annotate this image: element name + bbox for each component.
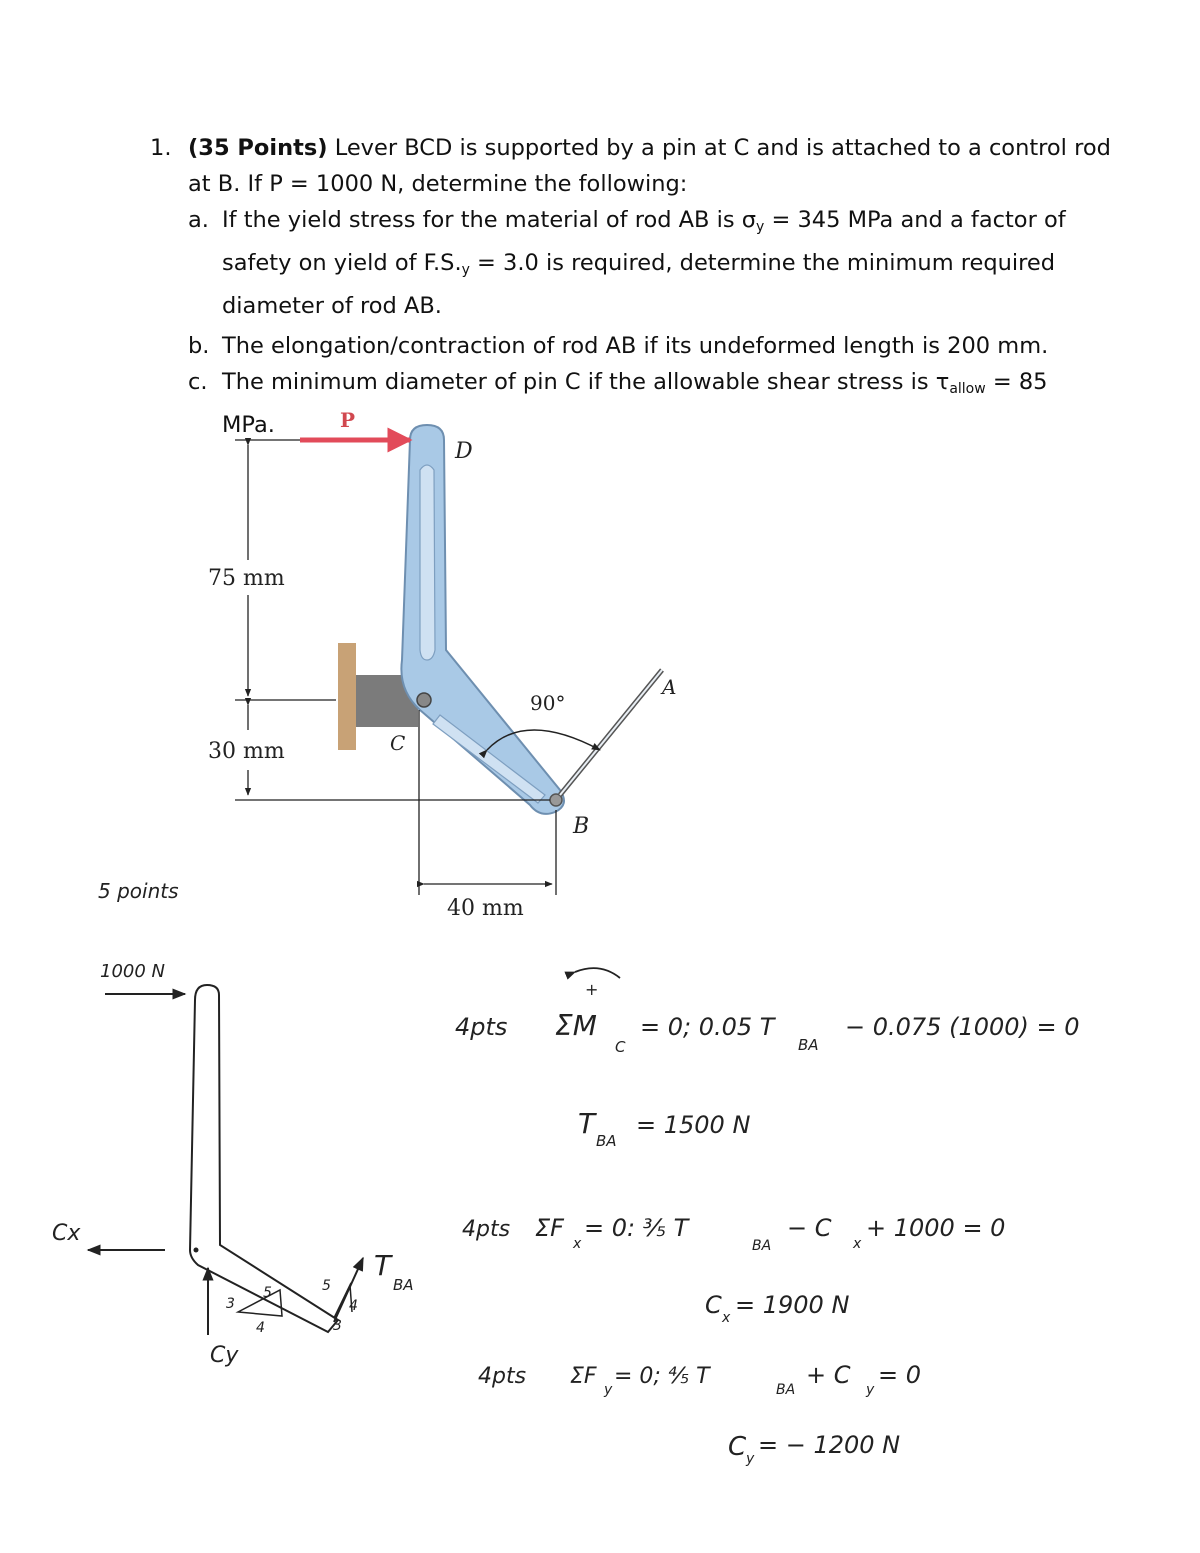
dim-75: 75 mm — [208, 566, 285, 591]
tri1-side-a: 3 — [226, 1296, 235, 1312]
fbd-pin-dot — [194, 1248, 199, 1253]
fy-rhs-2: + C — [806, 1361, 851, 1389]
fy-rhs-sub: BA — [776, 1382, 796, 1398]
label-b: B — [573, 814, 590, 839]
moment-sub: C — [615, 1038, 626, 1056]
dimension-lines — [235, 440, 556, 895]
fx-rhs-3: + 1000 = 0 — [866, 1214, 1006, 1242]
tba-result-sub: BA — [596, 1132, 617, 1150]
fx-rhs-2: − C — [787, 1214, 832, 1242]
label-d: D — [455, 439, 473, 464]
tri1-side-c: 4 — [256, 1320, 265, 1336]
fy-rhs-sub2: y — [866, 1382, 875, 1398]
label-p: P — [340, 408, 356, 432]
part-c-text-2: = 85 MPa. — [222, 369, 1048, 438]
cy-result-value: = − 1200 N — [758, 1431, 901, 1459]
fx-rhs-sub: BA — [752, 1238, 772, 1254]
moment-sign: + — [585, 980, 599, 999]
part-a-text-5: diameter of rod AB. — [222, 293, 442, 319]
fbd-tba: T — [374, 1249, 392, 1282]
pin-c — [417, 693, 431, 707]
part-a-label: a. — [188, 207, 209, 233]
tri2-side-c: 3 — [333, 1318, 342, 1334]
problem-points: (35 Points) — [188, 135, 328, 161]
fy-sub: y — [604, 1382, 613, 1398]
label-c: C — [390, 731, 406, 755]
part-a-text-2: = 345 MPa and a factor of — [764, 207, 1066, 233]
moment-rhs-sub: BA — [798, 1036, 819, 1054]
cx-result-sub: x — [722, 1310, 731, 1326]
part-a-sub-2: y — [461, 262, 470, 278]
part-a-text-4: = 3.0 is required, determine the minimum required — [469, 250, 1056, 276]
tba-result-value: = 1500 N — [636, 1111, 751, 1139]
fbd-load: 1000 N — [100, 961, 165, 982]
fbd-cy: Cy — [210, 1343, 239, 1368]
fy-sigma: ΣF — [570, 1364, 597, 1389]
dim-30: 30 mm — [208, 739, 285, 764]
fx-rhs-sub2: x — [853, 1236, 862, 1252]
fbd-tba-sub: BA — [393, 1276, 414, 1294]
part-c-label: c. — [188, 369, 208, 395]
wall-support — [338, 643, 356, 750]
moment-rhs: = 0; 0.05 T — [640, 1013, 775, 1041]
fx-rhs: = 0: ⅗ T — [584, 1214, 689, 1242]
pin-b — [550, 794, 562, 806]
fbd-cx: Cx — [52, 1221, 81, 1246]
tri2-side-b: 4 — [349, 1298, 358, 1314]
moment-sigma: ΣM — [555, 1009, 597, 1042]
moment-sign-arrow — [575, 968, 620, 978]
cy-result: C — [728, 1432, 747, 1462]
fbd-points: 5 points — [98, 879, 179, 903]
label-a: A — [662, 675, 677, 699]
part-c-sub: allow — [949, 381, 986, 397]
part-a-text-1: If the yield stress for the material of rod AB is σ — [222, 207, 757, 233]
part-b-label: b. — [188, 333, 210, 359]
problem-stem-2: at B. If P = 1000 N, determine the following: — [188, 171, 688, 197]
part-c-text: The minimum diameter of pin C if the allowable shear stress is τ — [222, 369, 950, 395]
moment-points: 4pts — [455, 1013, 508, 1041]
fx-points: 4pts — [462, 1217, 511, 1242]
part-b-text: The elongation/contraction of rod AB if its undeformed length is 200 mm. — [222, 333, 1049, 359]
fy-points: 4pts — [478, 1364, 527, 1389]
problem-number: 1. — [150, 135, 172, 161]
tri1-side-b: 5 — [263, 1285, 272, 1301]
problem-stem-1: Lever BCD is supported by a pin at C and is attached to a control rod — [334, 135, 1111, 161]
cy-result-sub: y — [746, 1451, 755, 1467]
lever-bcd — [401, 425, 564, 814]
tri2-side-a: 5 — [322, 1278, 331, 1294]
part-a-text-3: safety on yield of F.S. — [222, 250, 462, 276]
moment-rhs-2: − 0.075 (1000) = 0 — [845, 1013, 1080, 1041]
fy-rhs-3: = 0 — [878, 1361, 922, 1389]
dim-40: 40 mm — [447, 896, 524, 921]
fx-sub: x — [573, 1236, 582, 1252]
fx-sigma: ΣF — [535, 1214, 564, 1242]
cx-result: C — [705, 1291, 722, 1319]
tba-result: T — [578, 1107, 596, 1140]
fy-rhs: = 0; ⅘ T — [614, 1364, 710, 1389]
angle-label: 90° — [530, 691, 566, 715]
part-a-sub-1: y — [756, 219, 765, 235]
cx-result-value: = 1900 N — [735, 1291, 850, 1319]
